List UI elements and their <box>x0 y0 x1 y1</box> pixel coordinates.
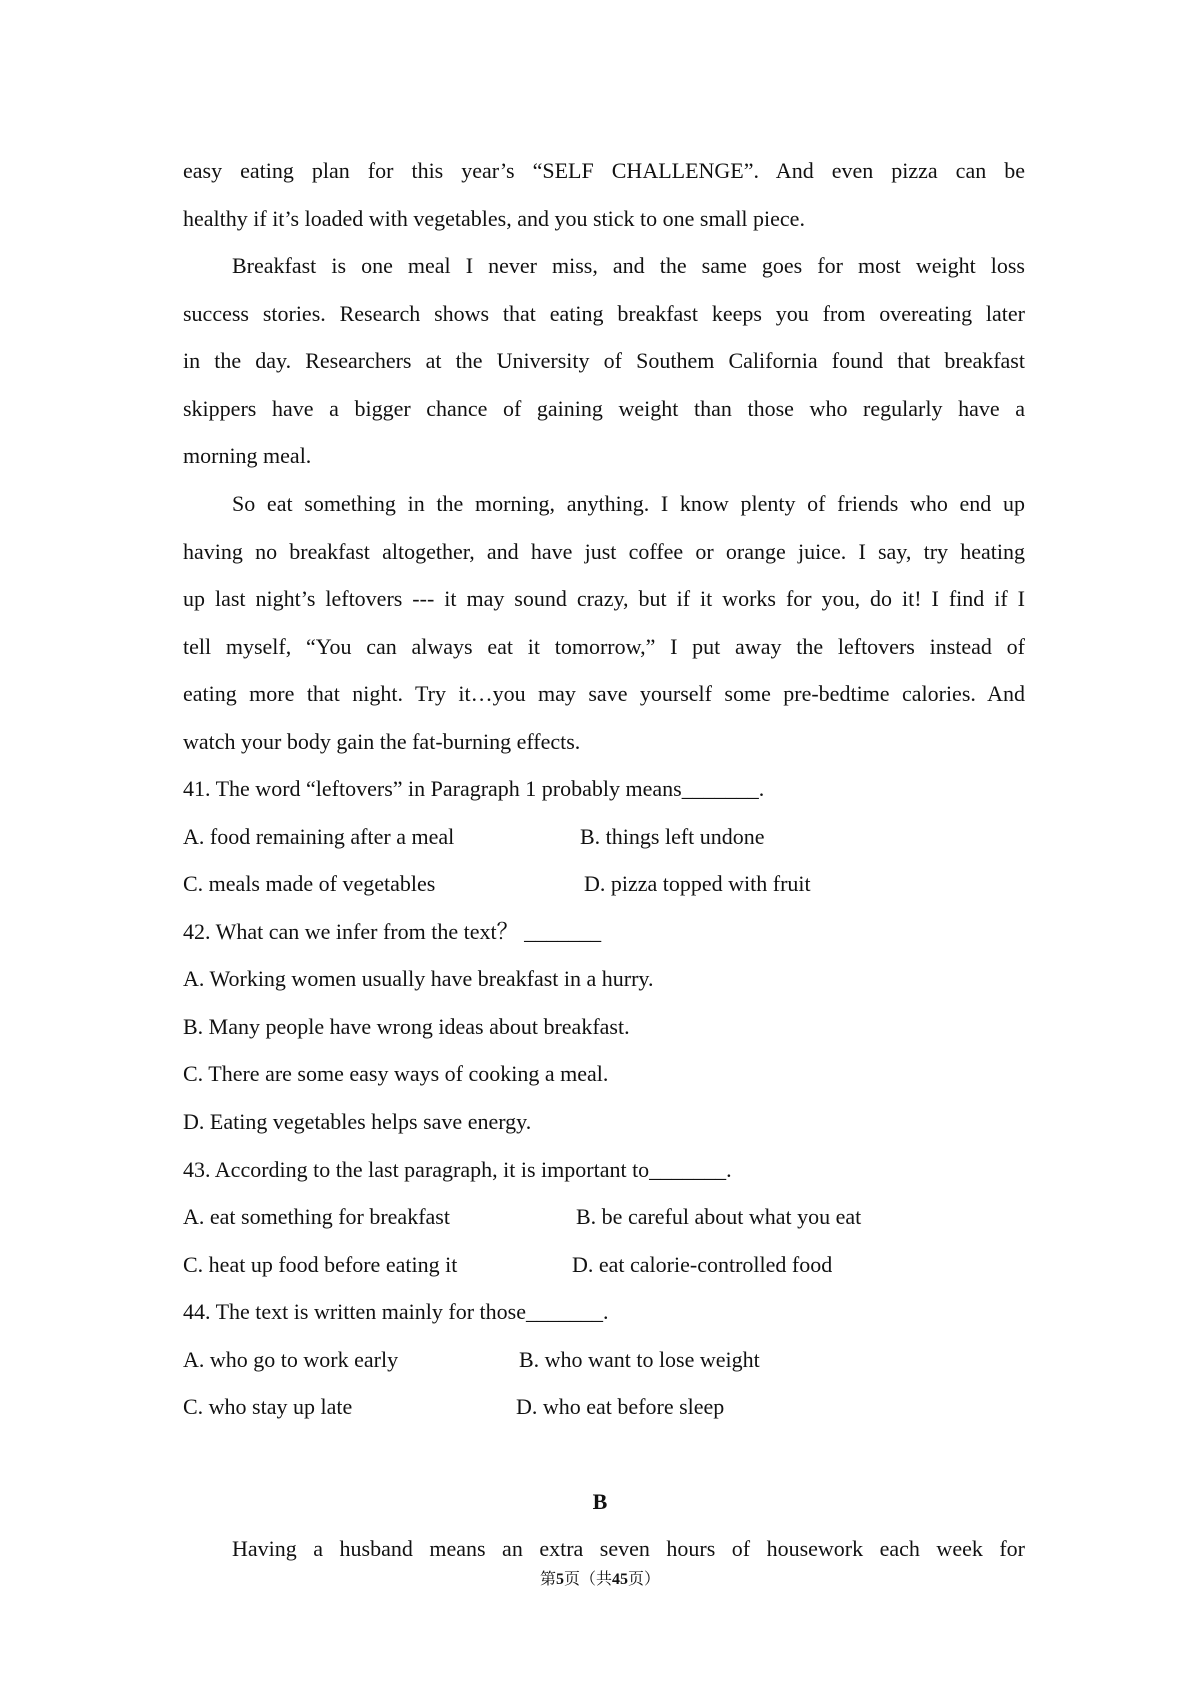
option-c: C. meals made of vegetables <box>183 871 436 896</box>
footer-text: 页（共 <box>563 1571 612 1588</box>
option-a: A. who go to work early <box>183 1347 399 1372</box>
text-line: success stories. Research shows that eating breakfast keeps you from overeating later <box>183 301 1025 326</box>
text-line: up last night’s leftovers --- it may sound crazy, but if it works for you, do it! I find if I <box>183 586 1025 611</box>
option-c: C. who stay up late <box>183 1394 353 1419</box>
question-stem: 41. The word “leftovers” in Paragraph 1 probably means_______. <box>183 776 765 801</box>
text-line: So eat something in the morning, anything. I know plenty of friends who end up <box>232 491 1025 516</box>
option-a: A. food remaining after a meal <box>183 824 455 849</box>
text-line: eating more that night. Try it…you may save yourself some pre-bedtime calories. And <box>183 681 1025 706</box>
option-d: D. pizza topped with fruit <box>584 871 811 896</box>
question-stem: 44. The text is written mainly for those_______. <box>183 1299 609 1324</box>
page-total: 45 <box>612 1571 628 1588</box>
text-line: in the day. Researchers at the University of Southem California found that breakfast <box>183 348 1025 373</box>
page-footer <box>0 1566 1200 1589</box>
text-line: easy eating plan for this year’s “SELF CHALLENGE”. And even pizza can be <box>183 158 1025 183</box>
option-c: C. heat up food before eating it <box>183 1252 458 1277</box>
footer-text: 第 <box>539 1571 556 1588</box>
option-b: B. who want to lose weight <box>519 1347 760 1372</box>
text-line: watch your body gain the fat-burning effects. <box>183 729 581 754</box>
option-b: B. things left undone <box>580 824 765 849</box>
text-line: Having a husband means an extra seven hours of housework each week for <box>232 1536 1025 1561</box>
option-a: A. eat something for breakfast <box>183 1204 450 1229</box>
option-d: D. who eat before sleep <box>516 1394 725 1419</box>
question-stem: 43. According to the last paragraph, it is important to_______. <box>183 1157 732 1182</box>
option-b: B. be careful about what you eat <box>576 1204 862 1229</box>
text-line: having no breakfast altogether, and have just coffee or orange juice. I say, try heating <box>183 539 1025 564</box>
question-stem: 42. What can we infer from the text？ _______ <box>183 919 602 944</box>
option-d: D. Eating vegetables helps save energy. <box>183 1109 532 1134</box>
text-line: skippers have a bigger chance of gaining weight than those who regularly have a <box>183 396 1025 421</box>
text-line: Breakfast is one meal I never miss, and the same goes for most weight loss <box>232 253 1025 278</box>
footer-text: 页） <box>628 1571 661 1588</box>
text-line: tell myself, “You can always eat it tomorrow,” I put away the leftovers instead of <box>183 634 1025 659</box>
option-d: D. eat calorie-controlled food <box>572 1252 833 1277</box>
text-line: healthy if it’s loaded with vegetables, and you stick to one small piece. <box>183 206 805 231</box>
option-b: B. Many people have wrong ideas about breakfast. <box>183 1014 630 1039</box>
text-line: morning meal. <box>183 443 312 468</box>
page-number: 5 <box>555 1571 564 1588</box>
option-c: C. There are some easy ways of cooking a meal. <box>183 1061 609 1086</box>
section-heading: B <box>592 1489 608 1514</box>
option-a: A. Working women usually have breakfast in a hurry. <box>183 966 654 991</box>
